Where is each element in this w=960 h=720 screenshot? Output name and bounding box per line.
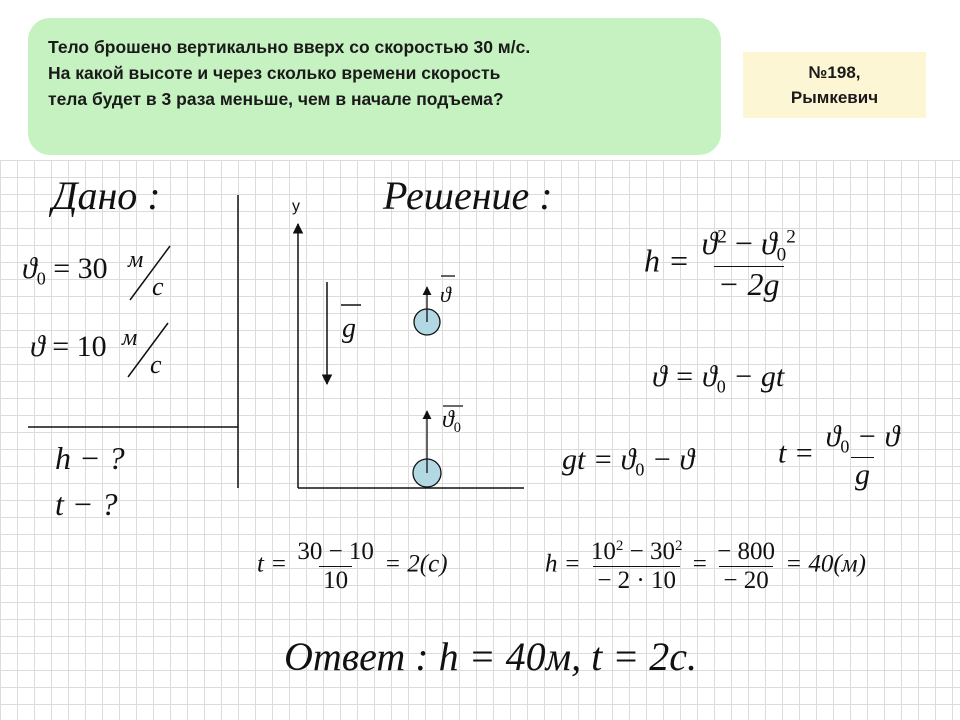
v0-unit-den: с <box>152 272 164 301</box>
t-calc-lhs: t = <box>257 550 288 578</box>
gt-rhs: − ϑ <box>644 443 695 476</box>
t-num-v0: ϑ <box>825 420 841 453</box>
t-denominator: g <box>851 457 874 491</box>
v-unit-den: с <box>150 350 162 379</box>
problem-line-2: На какой высоте и через сколько времени скорость <box>48 63 501 83</box>
velocity-rhs: − gt <box>725 360 785 393</box>
v-unit-num: м <box>122 325 138 351</box>
gravity-label: g <box>342 313 356 344</box>
gt-sub: 0 <box>635 459 645 480</box>
t-calc-numerator: 30 − 10 <box>297 538 374 565</box>
t-num-sub: 0 <box>840 436 850 457</box>
exp-2: 2 <box>717 226 727 248</box>
answer: Ответ : h = 40м, t = 2c. <box>284 634 697 679</box>
v0-unit-slash <box>130 246 170 300</box>
solution-title: Решение : <box>383 173 553 218</box>
v-unit-slash <box>128 323 168 377</box>
velocity-lhs: ϑ = ϑ <box>652 360 717 393</box>
problem-line-1: Тело брошено вертикально вверх со скоростью 30 м/с. <box>48 37 531 57</box>
velocity-bottom-subscript: 0 <box>453 420 461 437</box>
t-calc-denominator: 10 <box>319 566 352 595</box>
h-calc-denominator-2: − 20 <box>719 566 772 595</box>
velocity-bottom-symbol: ϑ <box>442 407 454 433</box>
h-calc-lhs: h = <box>545 550 581 578</box>
problem-line-3: тела будет в 3 раза меньше, чем в начале подъема? <box>48 89 504 109</box>
term-v: ϑ <box>701 225 718 261</box>
find-t: t − ? <box>55 486 118 522</box>
formula-h-lhs: h = <box>644 242 690 279</box>
h-num-a: 10 <box>590 538 616 565</box>
h-num-b: − 30 <box>623 538 675 565</box>
find-h: h − ? <box>55 440 125 476</box>
v-value: = 10 <box>52 330 107 363</box>
minus-sign: − <box>726 225 761 261</box>
exp-2b: 2 <box>786 226 796 248</box>
velocity-top-label: ϑ <box>440 282 451 307</box>
h-num-a-sup: 2 <box>615 538 624 554</box>
h-calc-numerator-2: − 800 <box>717 538 775 565</box>
problem-number: №198, <box>808 63 861 82</box>
velocity-sub: 0 <box>716 376 726 397</box>
term-v0: ϑ <box>760 225 777 261</box>
t-lhs: t = <box>778 436 815 470</box>
t-calc-result: = 2(с) <box>384 550 448 578</box>
h-calc-result: = 40(м) <box>785 550 866 578</box>
v0-value: = 30 <box>53 252 108 285</box>
formula-h-denominator: − 2g <box>714 266 784 302</box>
h-calc-equals: = <box>692 550 707 578</box>
problem-author: Рымкевич <box>790 88 879 107</box>
v0-subscript: 0 <box>36 268 46 289</box>
gt-lhs: gt = ϑ <box>562 443 636 476</box>
v0-symbol: ϑ <box>22 252 37 285</box>
v0-unit-num: м <box>128 247 144 273</box>
given-title: Дано : <box>52 173 161 218</box>
h-calc-denominator-1: − 2 · 10 <box>593 566 680 595</box>
sub-0: 0 <box>776 244 787 266</box>
v-symbol: ϑ <box>30 330 45 363</box>
t-num-rest: − ϑ <box>849 420 900 453</box>
h-num-b-sup: 2 <box>674 538 683 554</box>
axis-y-label: y <box>292 198 300 215</box>
